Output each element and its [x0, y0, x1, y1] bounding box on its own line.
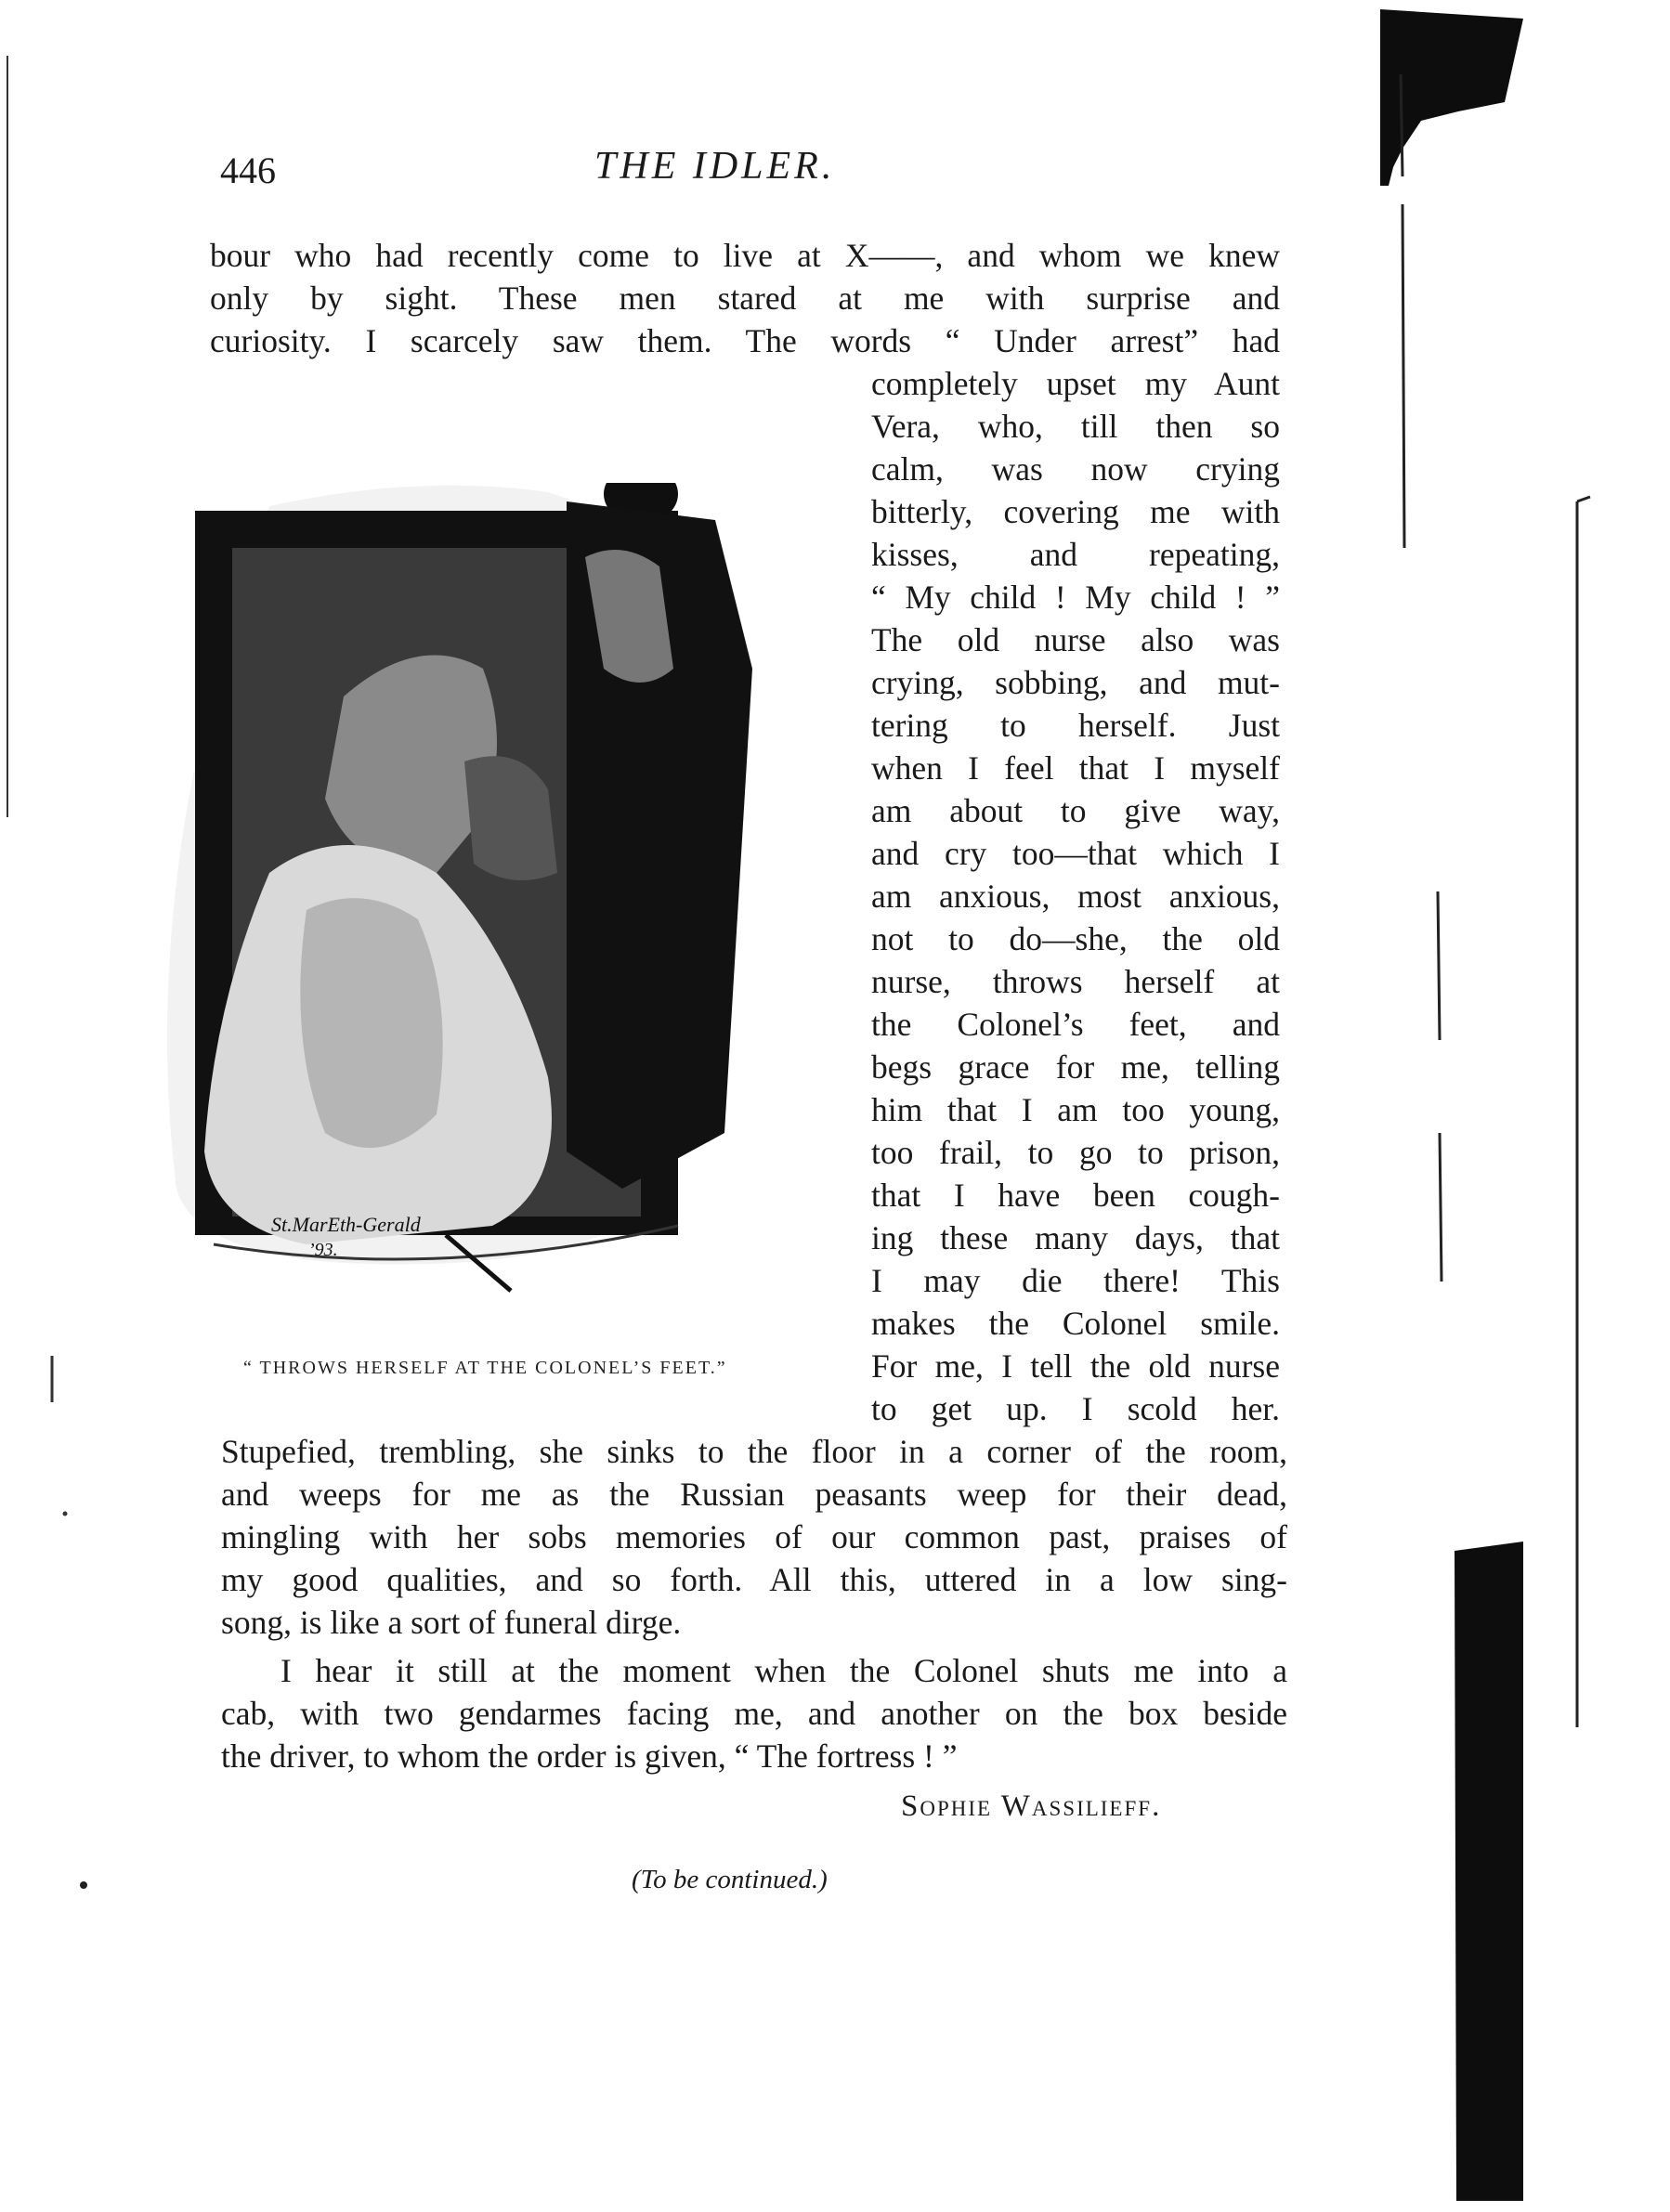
- text-line: my good qualities, and so forth. All this, uttered in a low sing-: [221, 1561, 1287, 1598]
- text-line: completely upset my Aunt: [871, 365, 1280, 402]
- text-line: makes the Colonel smile.: [871, 1305, 1280, 1342]
- text-line: him that I am too young,: [871, 1091, 1280, 1128]
- text-line: ing these many days, that: [871, 1219, 1280, 1256]
- illustration: [158, 483, 855, 1337]
- illustration-caption: “ THROWS HERSELF AT THE COLONEL’S FEET.”: [243, 1358, 727, 1378]
- text-line: tering to herself. Just: [871, 707, 1280, 744]
- text-line: I may die there! This: [871, 1262, 1280, 1299]
- text-line: begs grace for me, telling: [871, 1048, 1280, 1086]
- text-line: mingling with her sobs memories of our common past, praises of: [221, 1518, 1287, 1555]
- text-line: not to do—she, the old: [871, 920, 1280, 957]
- text-line: I hear it still at the moment when the Colonel shuts me into a: [281, 1652, 1287, 1689]
- text-line: kisses, and repeating,: [871, 536, 1280, 573]
- text-line: and weeps for me as the Russian peasants weep for their dead,: [221, 1476, 1287, 1513]
- text-line: Vera, who, till then so: [871, 408, 1280, 445]
- text-line: bour who had recently come to live at X——, and whom we knew: [210, 237, 1280, 274]
- text-line: only by sight. These men stared at me with surprise and: [210, 280, 1280, 317]
- text-line: “ My child ! My child ! ”: [871, 579, 1280, 616]
- text-line: crying, sobbing, and mut-: [871, 664, 1280, 701]
- engraving-image: [158, 483, 855, 1337]
- artist-date: ’93.: [308, 1240, 338, 1260]
- text-line: Stupefied, trembling, she sinks to the floor in a corner of the room,: [221, 1433, 1287, 1470]
- continued-note: (To be continued.): [632, 1865, 828, 1894]
- text-line: cab, with two gendarmes facing me, and another on the box beside: [221, 1695, 1287, 1732]
- text-line: bitterly, covering me with: [871, 493, 1280, 530]
- text-line: calm, was now crying: [871, 450, 1280, 488]
- artist-signature: St.MarEth-Gerald: [271, 1213, 421, 1236]
- running-head: THE IDLER.: [594, 145, 836, 188]
- author-signature: Sophie Wassilieff.: [901, 1789, 1162, 1823]
- text-line: song, is like a sort of funeral dirge.: [221, 1604, 682, 1641]
- text-line: too frail, to go to prison,: [871, 1134, 1280, 1171]
- text-line: curiosity. I scarcely saw them. The words “ Under arrest” had: [210, 322, 1280, 359]
- text-line: when I feel that I myself: [871, 749, 1280, 787]
- text-line: and cry too—that which I: [871, 835, 1280, 872]
- text-line: For me, I tell the old nurse: [871, 1347, 1280, 1385]
- text-line: am about to give way,: [871, 792, 1280, 829]
- text-line: that I have been cough-: [871, 1177, 1280, 1214]
- page-number: 446: [220, 150, 276, 191]
- text-line: am anxious, most anxious,: [871, 878, 1280, 915]
- text-line: the Colonel’s feet, and: [871, 1006, 1280, 1043]
- text-line: nurse, throws herself at: [871, 963, 1280, 1000]
- text-line: the driver, to whom the order is given, “ The fortress ! ”: [221, 1737, 958, 1775]
- text-line: The old nurse also was: [871, 621, 1280, 658]
- text-line: to get up. I scold her.: [871, 1390, 1280, 1427]
